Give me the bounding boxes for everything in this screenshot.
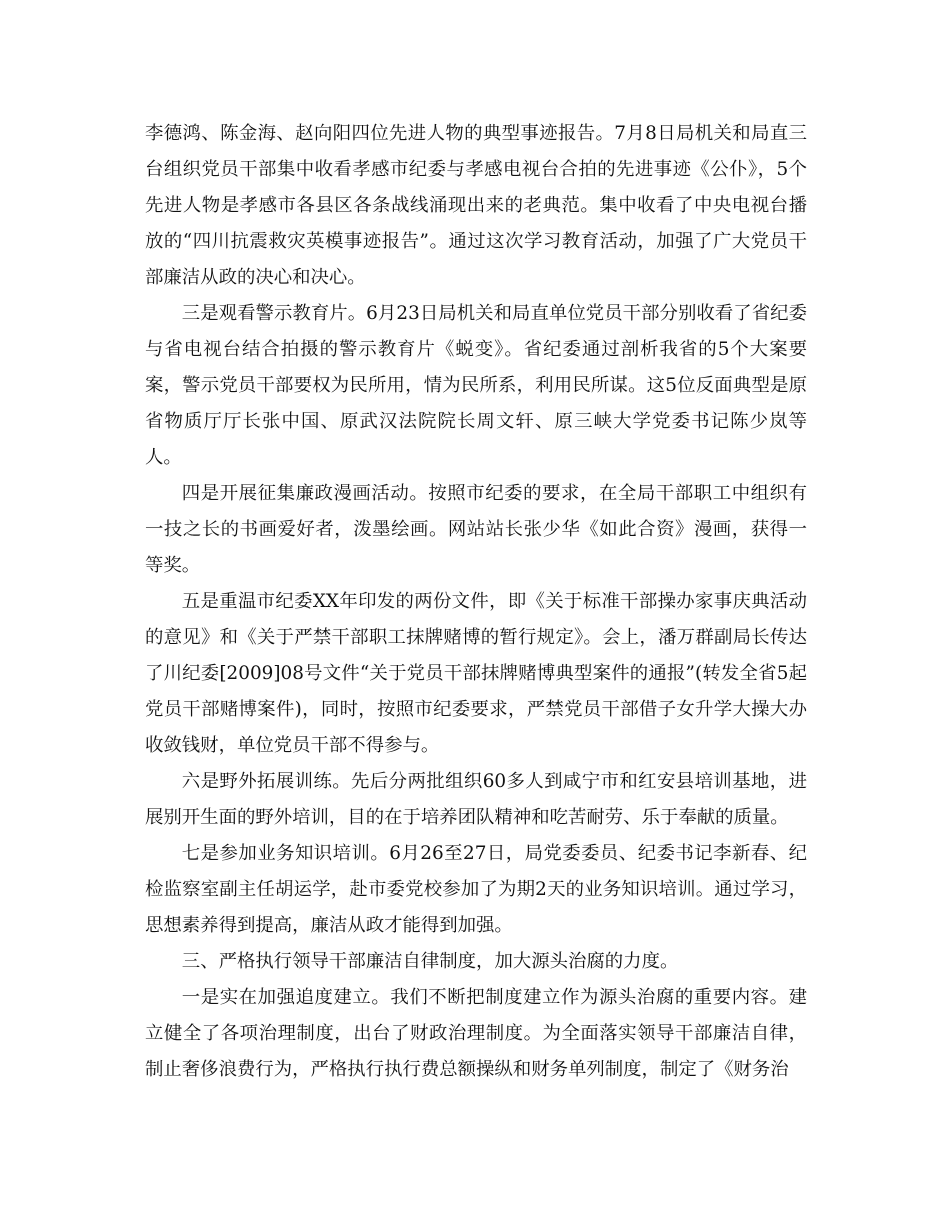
paragraph-system-building: 一是实在加强追度建立。我们不断把制度建立作为源头治腐的重要内容。建立健全了各项治理制度，出台了财政治理制度。为全面落实领导干部廉洁自律，制止奢侈浪费行为，严格执行执行费总额操纵和财务单列制度，制定了《财务治 bbox=[145, 987, 807, 1080]
paragraph-cartoon-activity: 四是开展征集廉政漫画活动。按照市纪委的要求，在全局干部职工中组织有一技之长的书画爱好者，泼墨绘画。网站站长张少华《如此合资》漫画，获得一等奖。 bbox=[145, 483, 807, 576]
section-heading-self-discipline: 三、严格执行领导干部廉洁自律制度，加大源头治腐的力度。 bbox=[181, 951, 679, 972]
paragraph-continuation: 李德鸿、陈金海、赵向阳四位先进人物的典型事迹报告。7月8日局机关和局直三台组织党员干部集中收看孝感市纪委与孝感电视台合拍的先进事迹《公仆》，5个先进人物是孝感市各县区各条战线涌现出来的老典范。集中收看了中央电视台播放的“四川抗震救灾英模事迹报告”。通过这次学习教育活动，加强了广大党员干部廉洁从政的决心和决心。 bbox=[145, 123, 807, 288]
paragraph-review-documents: 五是重温市纪委XX年印发的两份文件，即《关于标准干部操办家事庆典活动的意见》和《关于严禁干部职工抹牌赌博的暂行规定》。会上，潘万群副局长传达了川纪委[2009]08号文件“关于党员干部抹牌赌博典型案件的通报”(转发全省5起党员干部赌博案件)，同时，按照市纪委要求，严禁党员干部借子女升学大操大办收敛钱财，单位党员干部不得参与。 bbox=[145, 591, 807, 756]
paragraph-outdoor-training: 六是野外拓展训练。先后分两批组织60多人到咸宁市和红安县培训基地，进展别开生面的野外培训，目的在于培养团队精神和吃苦耐劳、乐于奉献的质量。 bbox=[145, 771, 807, 828]
paragraph-warning-film: 三是观看警示教育片。6月23日局机关和局直单位党员干部分别收看了省纪委与省电视台结合拍摄的警示教育片《蜕变》。省纪委通过剖析我省的5个大案要案，警示党员干部要权为民所用，情为民所系，利用民所谋。这5位反面典型是原省物质厅厅长张中国、原武汉法院院长周文轩、原三峡大学党委书记陈少岚等人。 bbox=[145, 303, 807, 468]
paragraph-business-training: 七是参加业务知识培训。6月26至27日，局党委委员、纪委书记李新春、纪检监察室副主任胡运学，赴市委党校参加了为期2天的业务知识培训。通过学习，思想素养得到提高，廉洁从政才能得到加强。 bbox=[145, 843, 807, 936]
document-body bbox=[145, 116, 807, 1088]
